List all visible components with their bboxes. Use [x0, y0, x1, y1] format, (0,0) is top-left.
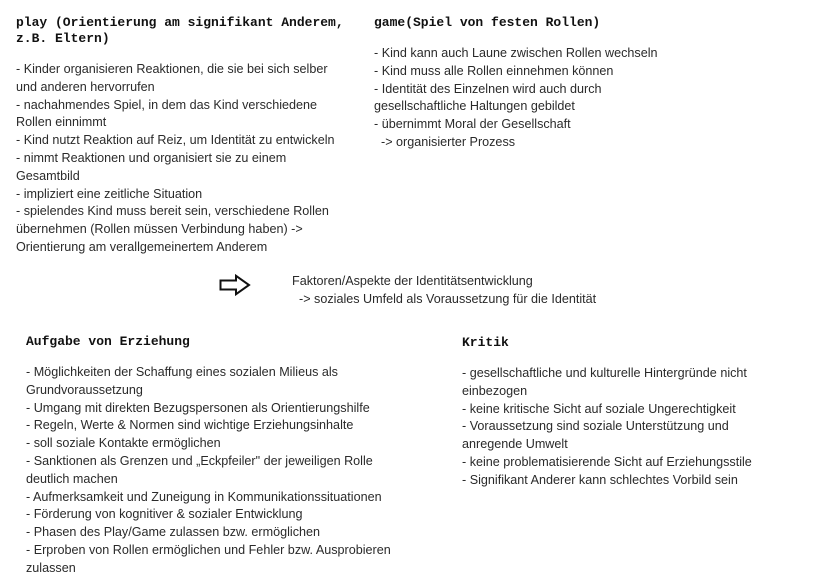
kritik-line: - Signifikant Anderer kann schlechtes Vorbild sein: [462, 472, 738, 487]
play-line: Orientierung am verallgemeinertem Anderem: [16, 239, 268, 254]
aufgabe-line: - Aufmerksamkeit und Zuneigung in Kommunikationssituationen: [26, 489, 382, 504]
kritik-line: - keine kritische Sicht auf soziale Ungerechtigkeit: [462, 401, 736, 416]
play-title-line-1: play (Orientierung am signifikant Anderem,: [16, 15, 344, 30]
play-line: - Kind nutzt Reaktion auf Reiz, um Identität zu entwickeln: [16, 133, 335, 148]
factors-list: [292, 273, 692, 309]
game-list: [374, 45, 674, 152]
aufgabe-line: - Erproben von Rollen ermöglichen und Fehler bzw. Ausprobieren: [26, 542, 391, 557]
aufgabe-section: [26, 334, 426, 578]
aufgabe-line: - Regeln, Werte & Normen sind wichtige Erziehungsinhalte: [26, 418, 354, 433]
kritik-section: [462, 335, 792, 490]
play-line: - spielendes Kind muss bereit sein, verschiedene Rollen: [16, 204, 329, 219]
play-line: Gesamtbild: [16, 168, 80, 183]
kritik-line: anregende Umwelt: [462, 437, 568, 452]
game-line: - Identität des Einzelnen wird auch durch: [374, 81, 602, 96]
right-arrow-icon: [219, 274, 251, 296]
kritik-list: [462, 365, 792, 490]
aufgabe-line: - Förderung von kognitiver & sozialer Entwicklung: [26, 507, 303, 522]
aufgabe-title: Aufgabe von Erziehung: [26, 334, 190, 349]
play-title-line-2: z.B. Eltern): [16, 31, 110, 46]
aufgabe-line: - soll soziale Kontakte ermöglichen: [26, 436, 221, 451]
kritik-line: - Voraussetzung sind soziale Unterstützung und: [462, 419, 729, 434]
kritik-line: - keine problematisierende Sicht auf Erziehungsstile: [462, 454, 752, 469]
play-list: [16, 61, 361, 257]
play-line: - impliziert eine zeitliche Situation: [16, 186, 203, 201]
game-line: - Kind kann auch Laune zwischen Rollen wechseln: [374, 46, 658, 60]
play-line: - Kinder organisieren Reaktionen, die sie bei sich selber: [16, 62, 328, 76]
game-line: - übernimmt Moral der Gesellschaft: [374, 117, 571, 132]
play-line: - nachahmendes Spiel, in dem das Kind verschiedene: [16, 97, 318, 112]
aufgabe-list: [26, 364, 426, 578]
play-line: übernehmen (Rollen müssen Verbindung haben) ->: [16, 222, 303, 237]
aufgabe-line: Grundvoraussetzung: [26, 382, 143, 397]
kritik-title: Kritik: [462, 335, 509, 350]
kritik-line: einbezogen: [462, 383, 528, 398]
aufgabe-line: - Möglichkeiten der Schaffung eines sozialen Milieus als: [26, 365, 338, 379]
play-line: Rollen einnimmt: [16, 115, 107, 130]
game-section: [374, 15, 674, 152]
factors-section: [292, 273, 692, 309]
aufgabe-line: - Phasen des Play/Game zulassen bzw. ermöglichen: [26, 525, 321, 540]
factors-line: -> soziales Umfeld als Voraussetzung für die Identität: [292, 291, 597, 306]
factors-line: Faktoren/Aspekte der Identitätsentwicklung: [292, 274, 533, 288]
kritik-line: - gesellschaftliche und kulturelle Hintergründe nicht: [462, 366, 747, 380]
play-section: [16, 15, 361, 257]
play-line: und anderen hervorrufen: [16, 79, 155, 94]
game-line: gesellschaftliche Haltungen gebildet: [374, 99, 575, 114]
game-line: -> organisierter Prozess: [374, 134, 516, 149]
play-title: [16, 15, 361, 47]
game-line: - Kind muss alle Rollen einnehmen können: [374, 63, 614, 78]
aufgabe-line: deutlich machen: [26, 471, 118, 486]
game-title: game(Spiel von festen Rollen): [374, 15, 601, 30]
play-line: - nimmt Reaktionen und organisiert sie zu einem: [16, 150, 287, 165]
aufgabe-line: - Sanktionen als Grenzen und „Eckpfeiler" der jeweiligen Rolle: [26, 453, 373, 468]
aufgabe-line: - Umgang mit direkten Bezugspersonen als Orientierungshilfe: [26, 400, 370, 415]
aufgabe-line: zulassen: [26, 560, 76, 575]
